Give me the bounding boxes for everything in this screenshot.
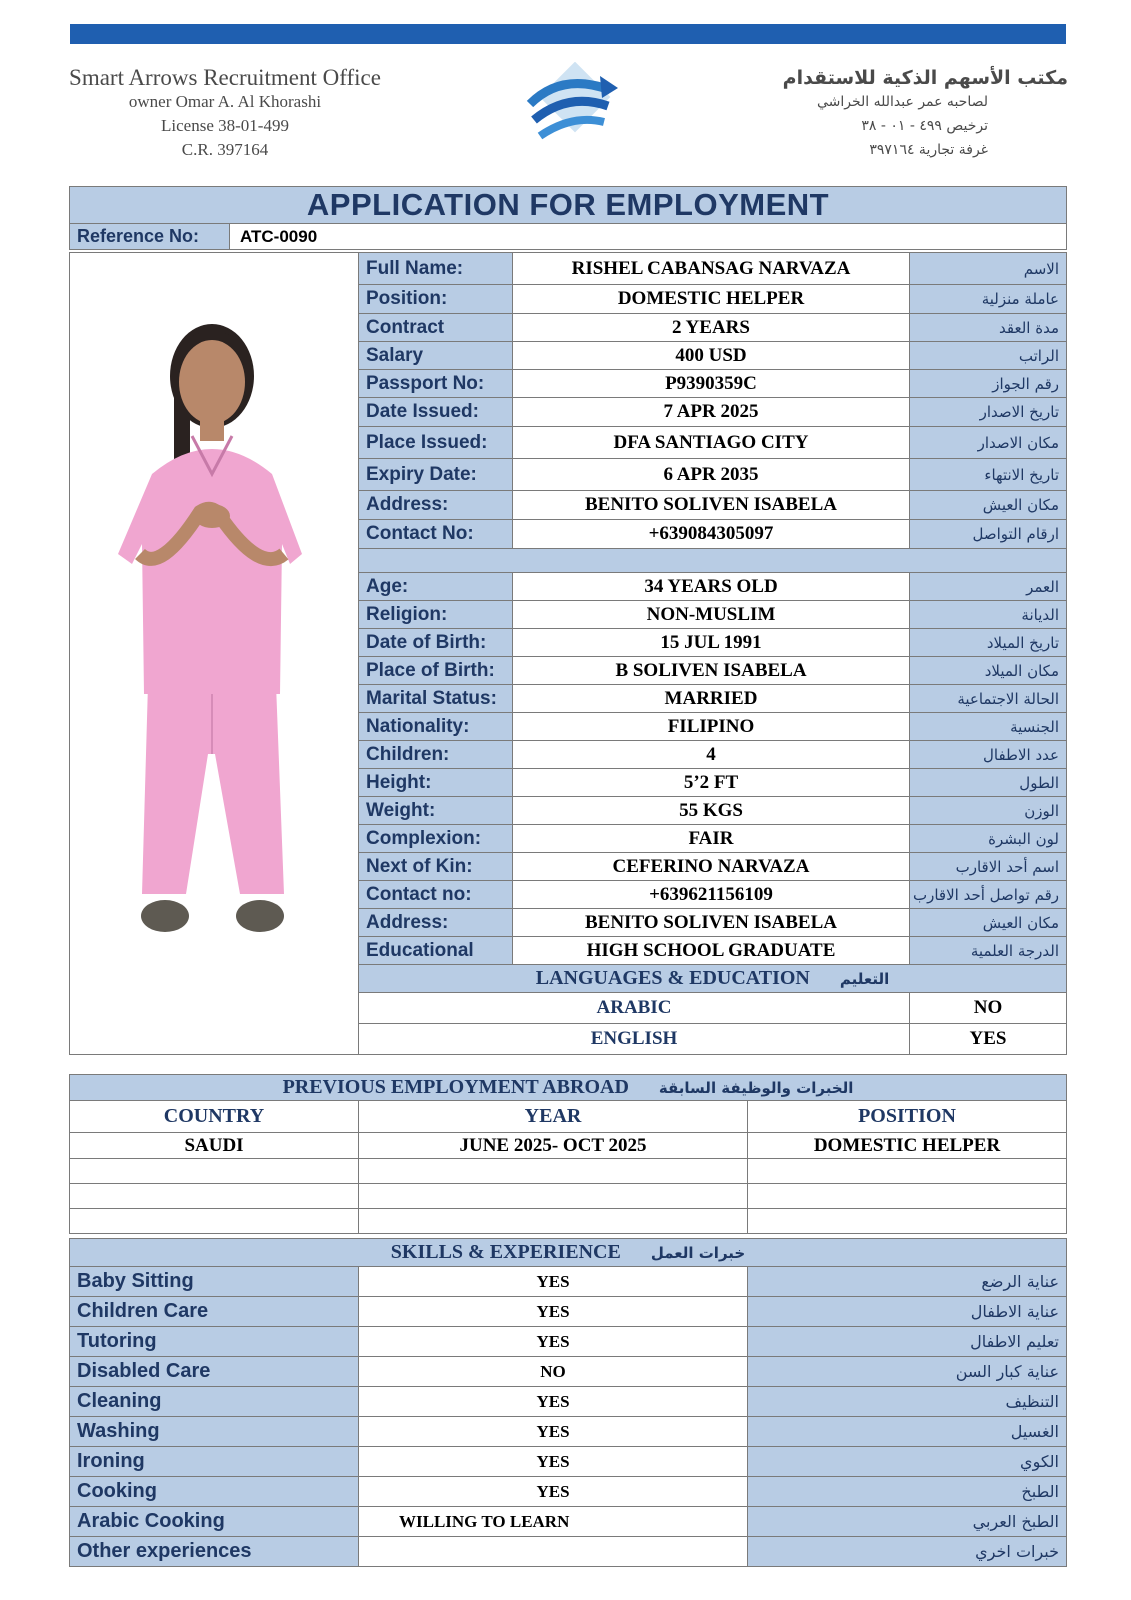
personal-info-table bbox=[69, 252, 1067, 1055]
skill-label-arabic: خبرات اخري bbox=[748, 1537, 1067, 1567]
detail-value: 5’2 FT bbox=[513, 769, 910, 797]
personal-label: Address: bbox=[359, 491, 513, 520]
company-owner-ar: لصاحبه عمر عبدالله الخراشي bbox=[816, 94, 988, 110]
personal-label-arabic: تاريخ الانتهاء bbox=[910, 459, 1067, 491]
personal-label: Contact No: bbox=[359, 520, 513, 549]
employment-title-cell bbox=[70, 1075, 1067, 1101]
applicant-photo bbox=[70, 253, 359, 1055]
skill-label-arabic: عناية الاطفال bbox=[748, 1297, 1067, 1327]
personal-value: P9390359C bbox=[513, 370, 910, 398]
skill-label-arabic: الكوي bbox=[748, 1447, 1067, 1477]
skill-label-arabic: عناية الرضع bbox=[748, 1267, 1067, 1297]
employment-row bbox=[70, 1184, 1067, 1209]
personal-value: +639084305097 bbox=[513, 520, 910, 549]
skill-row bbox=[70, 1267, 1067, 1297]
skills-header-row bbox=[70, 1239, 1067, 1267]
company-name-en: Smart Arrows Recruitment Office bbox=[69, 65, 381, 90]
skill-row bbox=[70, 1327, 1067, 1357]
spacer-cell bbox=[359, 549, 1067, 573]
skill-label: Cooking bbox=[70, 1477, 359, 1507]
skill-label: Other experiences bbox=[70, 1537, 359, 1567]
employment-year bbox=[359, 1209, 748, 1234]
detail-label: Marital Status: bbox=[359, 685, 513, 713]
personal-label-arabic: رقم الجواز bbox=[910, 370, 1067, 398]
employment-country bbox=[70, 1159, 359, 1184]
detail-value: 4 bbox=[513, 741, 910, 769]
skill-row bbox=[70, 1387, 1067, 1417]
languages-header bbox=[359, 965, 1067, 993]
skill-label-arabic: الطبخ bbox=[748, 1477, 1067, 1507]
employment-year: JUNE 2025- OCT 2025 bbox=[359, 1133, 748, 1159]
skill-row bbox=[70, 1297, 1067, 1327]
language-value: YES bbox=[910, 1024, 1067, 1055]
company-cr-en: C.R. 397164 bbox=[181, 140, 269, 159]
personal-value: 400 USD bbox=[513, 342, 910, 370]
form-title: APPLICATION FOR EMPLOYMENT bbox=[70, 187, 1067, 224]
skill-value: YES bbox=[359, 1417, 748, 1447]
skill-value: YES bbox=[359, 1297, 748, 1327]
skill-value: YES bbox=[359, 1267, 748, 1297]
detail-value: CEFERINO NARVAZA bbox=[513, 853, 910, 881]
skill-value: YES bbox=[359, 1387, 748, 1417]
company-header-arabic bbox=[720, 66, 1068, 162]
skill-row bbox=[70, 1447, 1067, 1477]
skill-label: Cleaning bbox=[70, 1387, 359, 1417]
employment-position bbox=[748, 1184, 1067, 1209]
skill-row bbox=[70, 1417, 1067, 1447]
detail-label: Place of Birth: bbox=[359, 657, 513, 685]
detail-value: B SOLIVEN ISABELA bbox=[513, 657, 910, 685]
reference-label: Reference No: bbox=[70, 224, 230, 250]
detail-label: Nationality: bbox=[359, 713, 513, 741]
skill-value bbox=[359, 1537, 748, 1567]
reference-value: ATC-0090 bbox=[230, 224, 1067, 250]
employment-country bbox=[70, 1209, 359, 1234]
detail-value: MARRIED bbox=[513, 685, 910, 713]
personal-value: 6 APR 2035 bbox=[513, 459, 910, 491]
detail-value: FAIR bbox=[513, 825, 910, 853]
detail-label-arabic: تاريخ الميلاد bbox=[910, 629, 1067, 657]
personal-label: Contract bbox=[359, 314, 513, 342]
detail-value: +639621156109 bbox=[513, 881, 910, 909]
detail-value: 15 JUL 1991 bbox=[513, 629, 910, 657]
skill-label-arabic: الطبخ العربي bbox=[748, 1507, 1067, 1537]
personal-label-arabic: مدة العقد bbox=[910, 314, 1067, 342]
personal-label: Passport No: bbox=[359, 370, 513, 398]
detail-label-arabic: مكان الميلاد bbox=[910, 657, 1067, 685]
skill-value: WILLING TO LEARN bbox=[359, 1507, 748, 1537]
detail-value: HIGH SCHOOL GRADUATE bbox=[513, 937, 910, 965]
personal-label: Salary bbox=[359, 342, 513, 370]
skill-label: Tutoring bbox=[70, 1327, 359, 1357]
personal-label: Date Issued: bbox=[359, 398, 513, 427]
detail-label-arabic: الوزن bbox=[910, 797, 1067, 825]
personal-label-arabic: مكان الاصدار bbox=[910, 427, 1067, 459]
detail-value: BENITO SOLIVEN ISABELA bbox=[513, 909, 910, 937]
language-name: ENGLISH bbox=[359, 1024, 910, 1055]
detail-label: Address: bbox=[359, 909, 513, 937]
personal-label: Position: bbox=[359, 285, 513, 314]
detail-label: Educational bbox=[359, 937, 513, 965]
detail-label-arabic: الجنسية bbox=[910, 713, 1067, 741]
personal-label-arabic: ارقام التواصل bbox=[910, 520, 1067, 549]
personal-value: 7 APR 2025 bbox=[513, 398, 910, 427]
personal-label: Place Issued: bbox=[359, 427, 513, 459]
detail-label: Complexion: bbox=[359, 825, 513, 853]
detail-label-arabic: اسم أحد الاقارب bbox=[910, 853, 1067, 881]
company-cr-ar: غرفة تجارية ٣٩٧١٦٤ bbox=[869, 142, 988, 158]
employment-col-position: POSITION bbox=[748, 1101, 1067, 1133]
detail-label: Contact no: bbox=[359, 881, 513, 909]
employment-title-arabic: الخبرات والوظيفة السابقة bbox=[658, 1079, 854, 1097]
detail-label-arabic: رقم تواصل أحد الاقارب bbox=[910, 881, 1067, 909]
top-accent-bar bbox=[70, 24, 1066, 44]
company-license-ar: ترخيص ٤٩٩ - ٠١ - ٣٨ bbox=[861, 118, 988, 134]
detail-label: Weight: bbox=[359, 797, 513, 825]
skill-label: Ironing bbox=[70, 1447, 359, 1477]
employment-columns-row bbox=[70, 1101, 1067, 1133]
employment-position bbox=[748, 1209, 1067, 1234]
employment-year bbox=[359, 1159, 748, 1184]
employment-col-country: COUNTRY bbox=[70, 1101, 359, 1133]
employment-col-year: YEAR bbox=[359, 1101, 748, 1133]
form-title-table bbox=[69, 186, 1067, 250]
detail-label-arabic: الطول bbox=[910, 769, 1067, 797]
skill-label-arabic: تعليم الاطفال bbox=[748, 1327, 1067, 1357]
personal-label-arabic: مكان العيش bbox=[910, 491, 1067, 520]
employment-row bbox=[70, 1159, 1067, 1184]
detail-value: 34 YEARS OLD bbox=[513, 573, 910, 601]
detail-label-arabic: عدد الاطفال bbox=[910, 741, 1067, 769]
company-owner-en: owner Omar A. Al Khorashi bbox=[128, 92, 322, 111]
employment-year bbox=[359, 1184, 748, 1209]
detail-label-arabic: الدرجة العلمية bbox=[910, 937, 1067, 965]
skills-title-cell bbox=[70, 1239, 1067, 1267]
employment-row bbox=[70, 1133, 1067, 1159]
detail-value: FILIPINO bbox=[513, 713, 910, 741]
personal-label-arabic: عاملة منزلية bbox=[910, 285, 1067, 314]
applicant-figure bbox=[70, 254, 359, 1054]
language-name: ARABIC bbox=[359, 993, 910, 1024]
employment-position bbox=[748, 1159, 1067, 1184]
detail-label: Age: bbox=[359, 573, 513, 601]
skill-value: NO bbox=[359, 1357, 748, 1387]
skill-value: YES bbox=[359, 1477, 748, 1507]
skill-label: Children Care bbox=[70, 1297, 359, 1327]
languages-title-arabic: التعليم bbox=[839, 970, 890, 988]
detail-label: Next of Kin: bbox=[359, 853, 513, 881]
detail-label: Religion: bbox=[359, 601, 513, 629]
employment-country bbox=[70, 1184, 359, 1209]
company-logo bbox=[522, 62, 622, 152]
detail-label: Date of Birth: bbox=[359, 629, 513, 657]
skill-row bbox=[70, 1507, 1067, 1537]
skill-value: YES bbox=[359, 1327, 748, 1357]
skill-label-arabic: عناية كبار السن bbox=[748, 1357, 1067, 1387]
skill-label: Baby Sitting bbox=[70, 1267, 359, 1297]
languages-title: LANGUAGES & EDUCATION bbox=[535, 967, 810, 989]
skill-row bbox=[70, 1357, 1067, 1387]
personal-label: Expiry Date: bbox=[359, 459, 513, 491]
personal-value: BENITO SOLIVEN ISABELA bbox=[513, 491, 910, 520]
skill-row bbox=[70, 1477, 1067, 1507]
skill-label-arabic: الغسيل bbox=[748, 1417, 1067, 1447]
skill-value: YES bbox=[359, 1447, 748, 1477]
employment-position: DOMESTIC HELPER bbox=[748, 1133, 1067, 1159]
skills-title-arabic: خبرات العمل bbox=[650, 1244, 746, 1262]
personal-value: 2 YEARS bbox=[513, 314, 910, 342]
detail-label-arabic: الحالة الاجتماعية bbox=[910, 685, 1067, 713]
detail-label-arabic: لون البشرة bbox=[910, 825, 1067, 853]
skill-label: Washing bbox=[70, 1417, 359, 1447]
employment-title: PREVIOUS EMPLOYMENT ABROAD bbox=[282, 1076, 629, 1098]
personal-label-arabic: الراتب bbox=[910, 342, 1067, 370]
skill-row bbox=[70, 1537, 1067, 1567]
employment-header-row bbox=[70, 1075, 1067, 1101]
personal-label: Full Name: bbox=[359, 253, 513, 285]
personal-value: RISHEL CABANSAG NARVAZA bbox=[513, 253, 910, 285]
skill-label: Arabic Cooking bbox=[70, 1507, 359, 1537]
skills-table bbox=[69, 1238, 1067, 1567]
employment-table bbox=[69, 1074, 1067, 1234]
personal-row bbox=[70, 253, 1067, 285]
detail-label-arabic: العمر bbox=[910, 573, 1067, 601]
personal-value: DOMESTIC HELPER bbox=[513, 285, 910, 314]
detail-value: NON-MUSLIM bbox=[513, 601, 910, 629]
detail-label: Children: bbox=[359, 741, 513, 769]
skill-label-arabic: التنظيف bbox=[748, 1387, 1067, 1417]
company-name-ar: مكتب الأسهم الذكية للاستقدام bbox=[782, 67, 1068, 89]
company-header-english bbox=[60, 66, 390, 162]
employment-row bbox=[70, 1209, 1067, 1234]
detail-value: 55 KGS bbox=[513, 797, 910, 825]
skills-title: SKILLS & EXPERIENCE bbox=[390, 1241, 621, 1263]
detail-label: Height: bbox=[359, 769, 513, 797]
detail-label-arabic: الديانة bbox=[910, 601, 1067, 629]
personal-label-arabic: تاريخ الاصدار bbox=[910, 398, 1067, 427]
skill-label: Disabled Care bbox=[70, 1357, 359, 1387]
company-license-en: License 38-01-499 bbox=[161, 116, 289, 135]
detail-label-arabic: مكان العيش bbox=[910, 909, 1067, 937]
language-value: NO bbox=[910, 993, 1067, 1024]
personal-label-arabic: الاسم bbox=[910, 253, 1067, 285]
employment-country: SAUDI bbox=[70, 1133, 359, 1159]
personal-value: DFA SANTIAGO CITY bbox=[513, 427, 910, 459]
